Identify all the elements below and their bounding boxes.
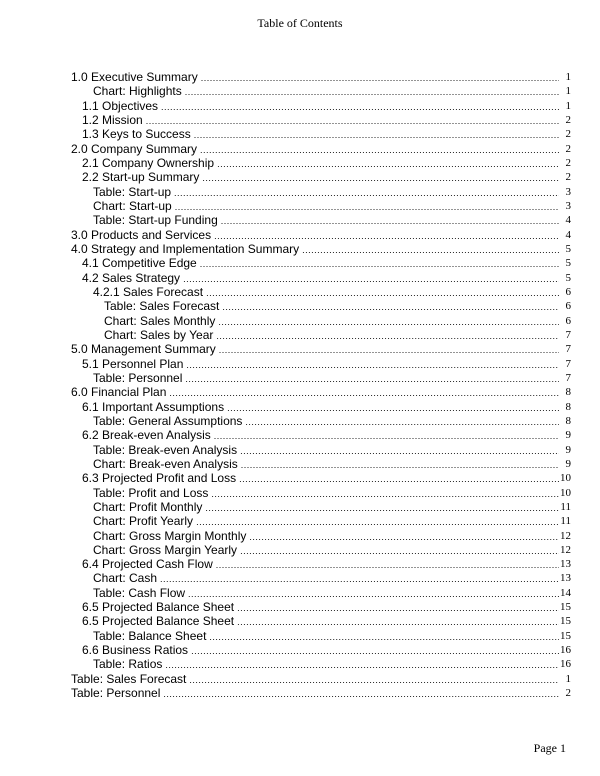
toc-entry-label: Chart: Sales by Year ..... [104, 328, 559, 343]
toc-entry-label: 4.2 Sales Strategy ..... [82, 271, 559, 286]
toc-entry-page: 10 [560, 472, 571, 485]
toc-entry-label: Chart: Highlights ..... [93, 84, 559, 99]
toc-entry-label: Table: Sales Forecast ..... [71, 672, 559, 687]
toc-entry[interactable] [71, 70, 571, 84]
toc-entry-page: 5 [565, 242, 571, 255]
toc-entry-label: 6.5 Projected Balance Sheet ..... [82, 600, 559, 615]
toc-entry[interactable] [71, 672, 571, 686]
toc-entry[interactable] [71, 185, 571, 199]
toc-entry-label: Chart: Profit Monthly ..... [93, 500, 559, 515]
toc-entry-label: 6.2 Break-even Analysis ..... [82, 428, 559, 443]
toc-entry-page: 4 [565, 228, 571, 241]
toc-entry-label: Chart: Sales Monthly ..... [104, 314, 559, 329]
toc-entry-label: 4.1 Competitive Edge ..... [82, 256, 559, 271]
toc-entry[interactable] [71, 299, 571, 313]
toc-entry[interactable] [71, 385, 571, 399]
toc-entry-page: 16 [560, 658, 571, 671]
toc-entry-label: Table: Ratios ..... [93, 657, 559, 672]
toc-entry[interactable] [71, 228, 571, 242]
toc-entry[interactable] [71, 400, 571, 414]
toc-entry-label: Chart: Cash ..... [93, 571, 559, 586]
toc-entry-label: 6.5 Projected Balance Sheet ..... [82, 614, 559, 629]
toc-entry[interactable] [71, 529, 571, 543]
toc-entry-label: 1.2 Mission ..... [82, 113, 559, 128]
toc-entry-label: Table: Break-even Analysis ..... [93, 443, 559, 458]
toc-entry-page: 1 [565, 71, 571, 83]
toc-entry-page: 14 [560, 586, 571, 599]
toc-entry[interactable] [71, 629, 571, 643]
toc-entry-label: Table: Cash Flow ..... [93, 586, 559, 601]
toc-entry-label: Table: Start-up Funding ..... [93, 213, 559, 228]
toc-entry[interactable] [71, 471, 571, 485]
toc-entry[interactable] [71, 643, 571, 657]
toc-entry-label: 6.4 Projected Cash Flow ..... [82, 557, 559, 572]
toc-entry-page: 8 [565, 400, 571, 413]
toc-entry-page: 7 [565, 371, 571, 384]
toc-entry-label: Chart: Gross Margin Monthly ..... [93, 529, 559, 544]
toc-entry-page: 1 [565, 85, 571, 98]
toc-entry-page: 6 [565, 314, 571, 327]
toc-entry[interactable] [71, 113, 571, 127]
toc-entry-label: 6.1 Important Assumptions ..... [82, 400, 559, 415]
toc-entry-page: 15 [560, 629, 571, 642]
toc-entry-page: 5 [565, 257, 571, 270]
toc-entry[interactable] [71, 571, 571, 585]
toc-entry-page: 15 [560, 601, 571, 614]
toc-entry-label: 4.0 Strategy and Implementation Summary ..... [71, 242, 559, 257]
toc-entry-label: 5.1 Personnel Plan ..... [82, 357, 559, 372]
toc-entry-page: 12 [560, 543, 571, 556]
toc-entry-page: 9 [565, 443, 571, 456]
toc-entry-page: 2 [565, 156, 571, 169]
toc-entry[interactable] [71, 84, 571, 98]
toc-entry-page: 3 [565, 199, 571, 212]
toc-entry-page: 10 [560, 486, 571, 499]
toc-entry-page: 2 [565, 128, 571, 141]
toc-entry-page: 5 [565, 271, 571, 284]
toc-entry-label: 1.0 Executive Summary ..... [71, 70, 559, 85]
toc-entry-label: 6.0 Financial Plan ..... [71, 385, 559, 400]
toc-entry-page: 8 [565, 386, 571, 399]
toc-entry[interactable] [71, 156, 571, 170]
toc-entry-page: 1 [565, 672, 571, 685]
toc-entry-label: 1.3 Keys to Success ..... [82, 127, 559, 142]
toc-entry-page: 4 [565, 214, 571, 227]
toc-entry-label: Chart: Profit Yearly ..... [93, 514, 559, 529]
toc-entry-label: Table: Personnel ..... [71, 686, 559, 701]
toc-entry-page: 2 [565, 171, 571, 184]
toc-entry[interactable] [71, 686, 571, 700]
toc-entry-label: 5.0 Management Summary ..... [71, 342, 559, 357]
toc-entry[interactable] [71, 443, 571, 457]
toc-entry[interactable] [71, 170, 571, 184]
toc-entry-label: Table: Balance Sheet ..... [93, 629, 559, 644]
toc-entry-page: 8 [565, 414, 571, 427]
toc-entry-label: Table: General Assumptions ..... [93, 414, 559, 429]
toc-entry-page: 2 [565, 142, 571, 155]
toc-entry[interactable] [71, 500, 571, 514]
toc-entry-page: 6 [565, 300, 571, 313]
toc-entry-page: 16 [560, 644, 571, 657]
toc-entry[interactable] [71, 428, 571, 442]
toc-entry[interactable] [71, 457, 571, 471]
toc-entry-page: 11 [560, 500, 571, 513]
toc-entry[interactable] [71, 314, 571, 328]
toc-entry-page: 7 [565, 328, 571, 341]
toc-entry[interactable] [71, 657, 571, 671]
toc-entry[interactable] [71, 256, 571, 270]
toc-entry-page: 7 [565, 343, 571, 356]
toc-entry[interactable] [71, 514, 571, 528]
page-number-footer: Page 1 [533, 741, 566, 755]
toc-entry-page: 1 [565, 99, 571, 112]
toc-entry-page: 11 [560, 515, 571, 528]
toc-entry-label: Chart: Break-even Analysis ..... [93, 457, 559, 472]
toc-entry[interactable] [71, 199, 571, 213]
toc-entry-label: 2.0 Company Summary ..... [71, 142, 559, 157]
toc-entry[interactable] [71, 342, 571, 356]
toc-entry[interactable] [71, 99, 571, 113]
toc-entry[interactable] [71, 271, 571, 285]
page-title: Table of Contents [257, 16, 343, 30]
toc-entry-label: Table: Personnel ..... [93, 371, 559, 386]
toc-entry-label: 4.2.1 Sales Forecast ..... [93, 285, 559, 300]
toc-entry-label: Chart: Start-up ..... [93, 199, 559, 214]
toc-entry-page: 9 [565, 457, 571, 470]
toc-entry-label: 1.1 Objectives ..... [82, 99, 559, 114]
toc-entry-label: 3.0 Products and Services ..... [71, 228, 559, 243]
toc-entry-label: Chart: Gross Margin Yearly ..... [93, 543, 559, 558]
toc-entry-page: 15 [560, 615, 571, 628]
toc-entry-label: 2.2 Start-up Summary ..... [82, 170, 559, 185]
toc-entry[interactable] [71, 357, 571, 371]
toc-entry[interactable] [71, 543, 571, 557]
toc-entry[interactable] [71, 586, 571, 600]
toc-entry[interactable] [71, 414, 571, 428]
toc-entry[interactable] [71, 600, 571, 614]
toc-entry-page: 2 [565, 687, 571, 700]
toc-entry[interactable] [71, 142, 571, 156]
toc-entry-page: 9 [565, 429, 571, 442]
toc-entry-label: 6.3 Projected Profit and Loss ..... [82, 471, 559, 486]
toc-entry[interactable] [71, 486, 571, 500]
toc-entry[interactable] [71, 242, 571, 256]
toc-entry-page: 7 [565, 357, 571, 370]
toc-entry-page: 2 [565, 113, 571, 126]
toc-entry[interactable] [71, 328, 571, 342]
table-of-contents [71, 70, 571, 700]
toc-entry[interactable] [71, 127, 571, 141]
toc-entry-page: 13 [560, 558, 571, 571]
toc-entry[interactable] [71, 614, 571, 628]
toc-entry-label: 2.1 Company Ownership ..... [82, 156, 559, 171]
toc-entry-label: Table: Sales Forecast ..... [104, 299, 559, 314]
toc-entry[interactable] [71, 213, 571, 227]
toc-entry-page: 3 [565, 185, 571, 198]
toc-entry-label: 6.6 Business Ratios ..... [82, 643, 559, 658]
toc-entry[interactable] [71, 371, 571, 385]
toc-entry[interactable] [71, 557, 571, 571]
toc-entry-page: 13 [560, 572, 571, 585]
toc-entry-page: 12 [560, 529, 571, 542]
toc-entry-page: 6 [565, 285, 571, 298]
toc-entry-label: Table: Profit and Loss ..... [93, 486, 559, 501]
toc-entry-label: Table: Start-up ..... [93, 185, 559, 200]
toc-entry[interactable] [71, 285, 571, 299]
